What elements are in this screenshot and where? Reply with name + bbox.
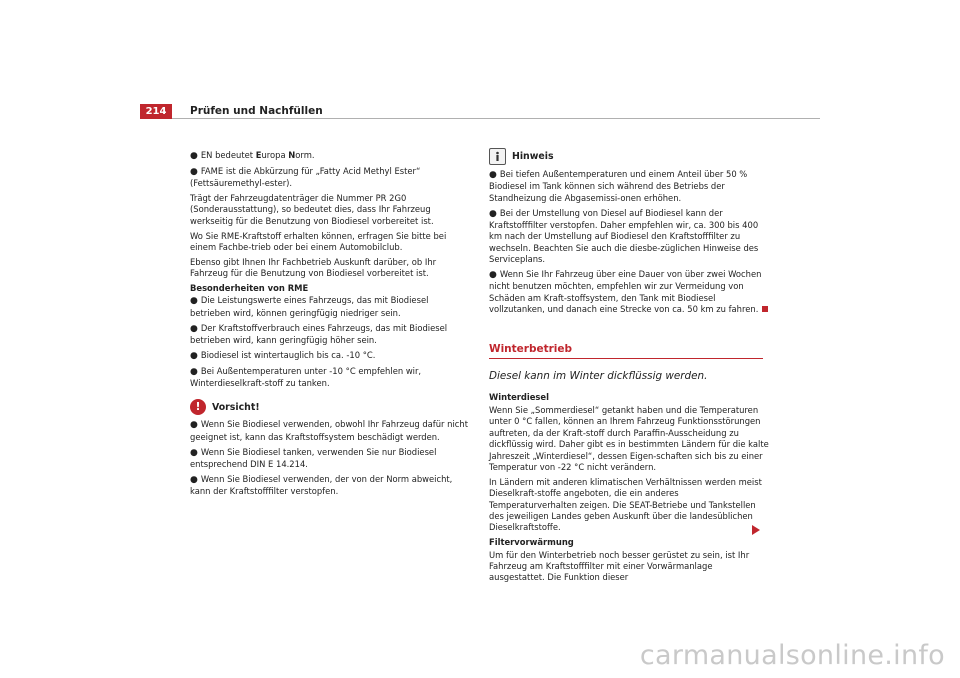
list-item: ● Biodiesel ist wintertauglich bis ca. -10 °C.	[190, 349, 376, 361]
list-item: ● EN bedeutet Europa Norm.	[190, 150, 315, 161]
paragraph: Wenn Sie „Sommerdiesel“ getankt haben und die Temperaturen unter 0 °C fallen, können an Ihrem Fahrzeug Funktionsstörungen auftreten, da der Kraft-stoff durch Paraffin-Ausscheidung zu dickflüssig wird. Daher gibt es in bestimmten Ländern für die kalte Jahreszeit „Winterdiesel“, dessen Eigen-schaften sich bis zu einer Temperatur von -22 °C nicht verändern.	[489, 404, 769, 472]
caution-header	[190, 399, 470, 415]
subheading: Filtervorwärmung	[489, 537, 574, 548]
list-item: ● Bei tiefen Außentemperaturen und einem Anteil über 50 % Biodiesel im Tank können sich während des Betriebs der Standheizung die Abgasemissi-onen erhöhen.	[489, 169, 748, 203]
bullet-icon: ●	[489, 208, 497, 219]
bullet-icon: ●	[190, 420, 198, 431]
list-item: ● Die Leistungswerte eines Fahrzeugs, das mit Biodiesel betrieben wird, können geringfügig niedriger sein.	[190, 295, 429, 318]
bullet-icon: ●	[190, 366, 198, 377]
note-title: Hinweis	[512, 150, 554, 162]
watermark: carmanualsonline.info	[639, 640, 945, 671]
paragraph: Ebenso gibt Ihnen Ihr Fachbetrieb Auskunft darüber, ob Ihr Fahrzeug für die Benutzung von Biodiesel vorbereitet ist.	[190, 256, 437, 279]
bullet-icon: ●	[190, 447, 198, 458]
paragraph: Trägt der Fahrzeugdatenträger die Nummer PR 2G0 (Sonderausstattung), so bedeutet dies, dass Ihr Fahrzeug werkseitig für die Benutzung von Biodiesel vorbereitet ist.	[190, 193, 434, 226]
bullet-icon: ●	[489, 170, 497, 180]
bullet-icon: ●	[190, 323, 198, 334]
bullet-icon: ●	[190, 350, 198, 361]
list-item: ● Wenn Sie Ihr Fahrzeug über eine Dauer von über zwei Wochen nicht benutzen möchten, empfehlen wir zur Vermeidung von Schäden am Kraft-stoffsystem, den Tank mit Biodiesel vollzutanken, und danach eine Strecke von ca. 50 km zu fahren.	[489, 269, 769, 316]
list-item: ● Wenn Sie Biodiesel verwenden, der von der Norm abweicht, kann der Kraftstofffilter verstopfen.	[190, 473, 453, 497]
list-item: ● Bei Außentemperaturen unter -10 °C empfehlen wir, Winterdieselkraft-stoff zu tanken.	[190, 365, 422, 389]
bullet-icon: ●	[190, 296, 198, 307]
bullet-icon: ●	[190, 166, 198, 177]
left-column	[190, 150, 470, 501]
section-end-icon	[762, 306, 768, 312]
list-item: ● Wenn Sie Biodiesel tanken, verwenden Sie nur Biodiesel entsprechend DIN E 14.214.	[190, 446, 437, 470]
list-item: ● Der Kraftstoffverbrauch eines Fahrzeugs, das mit Biodiesel betrieben wird, kann geringfügig höher sein.	[190, 322, 448, 346]
caution-title: Vorsicht!	[212, 401, 260, 413]
continue-arrow-icon	[752, 525, 760, 535]
right-column	[489, 148, 769, 587]
paragraph: In Ländern mit anderen klimatischen Verhältnissen werden meist Dieselkraft-stoffe angeboten, die ein anderes Temperaturverhalten zeigen. Die SEAT-Betriebe und Tankstellen des jeweiligen Landes geben Auskunft über die landesüblichen Dieselkraftstoffe.	[489, 476, 762, 533]
section-title: Winterbetrieb	[489, 344, 763, 359]
list-item: ● FAME ist die Abkürzung für „Fatty Acid Methyl Ester“ (Fettsäuremethyl-ester).	[190, 165, 421, 189]
bullet-icon: ●	[190, 474, 198, 485]
page-title: Prüfen und Nachfüllen	[190, 105, 323, 117]
page-number: 214	[140, 104, 172, 119]
subheading: Winterdiesel	[489, 392, 549, 403]
note-header	[489, 148, 769, 165]
section-subtitle: Diesel kann im Winter dickflüssig werden.	[489, 370, 708, 383]
bullet-icon: ●	[489, 270, 497, 281]
list-item: ● Bei der Umstellung von Diesel auf Biodiesel kann der Kraftstofffilter verstopfen. Daher empfehlen wir, ca. 300 bis 400 km nach der Umstellung auf Biodiesel den Kraftstofffilter zu wechseln. Beachten Sie auch die diesbe-züglichen Hinweise des Serviceplans.	[489, 207, 759, 265]
info-note-icon	[489, 148, 506, 165]
paragraph: Wo Sie RME-Kraftstoff erhalten können, erfragen Sie bitte bei einem Fachbe-trieb oder bei einem Automobilclub.	[190, 230, 447, 253]
subheading: Besonderheiten von RME	[190, 283, 309, 294]
exclamation-circle-icon: !	[190, 399, 206, 415]
paragraph: Um für den Winterbetrieb noch besser gerüstet zu sein, ist Ihr Fahrzeug am Kraftstofffilter mit einer Vorwärmanlage ausgestattet. Die Funktion dieser	[489, 549, 750, 583]
list-item: ● Wenn Sie Biodiesel verwenden, obwohl Ihr Fahrzeug dafür nicht geeignet ist, kann das Kraftstoffsystem beschädigt werden.	[190, 419, 468, 442]
bullet-icon: ●	[190, 151, 198, 161]
